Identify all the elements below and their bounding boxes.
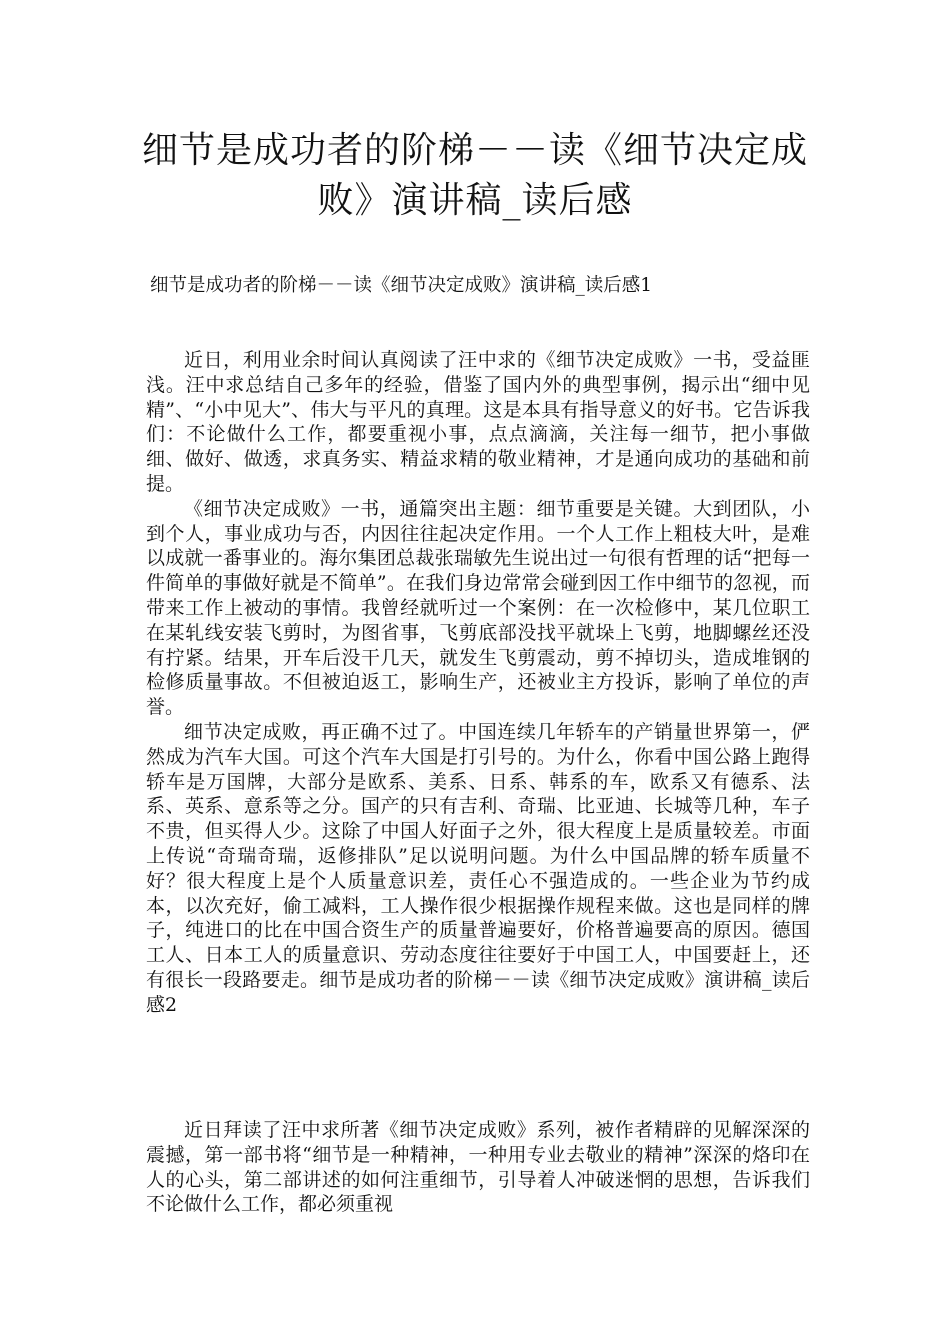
paragraph: 《细节决定成败》一书，通篇突出主题：细节重要是关键。大到团队，小到个人，事业成功与否，内因往往起决定作用。一个人工作上粗枝大叶，是难以成就一番事业的。海尔集团总裁张瑞敏先生说出过一句很有哲理的话“把每一件简单的事做好就是不简单”。在我们身边常常会碰到因工作中细节的忽视，而带来工作上被动的事情。我曾经就听过一个案例：在一次检修中，某几位职工在某轧线安装飞剪时，为图省事，飞剪底部没找平就垛上飞剪，地脚螺丝还没有拧紧。结果，开车后没干几天，就发生飞剪震动，剪不掉切头，造成堆钢的检修质量事故。不但被迫返工，影响生产，还被业主方投诉，影响了单位的声誉。 xyxy=(146,497,810,719)
section-1-body xyxy=(146,348,810,1018)
paragraph: 细节决定成败，再正确不过了。中国连续几年轿车的产销量世界第一，俨然成为汽车大国。可这个汽车大国是打引号的。为什么，你看中国公路上跑得轿车是万国牌，大部分是欧系、美系、日系、韩系的车，欧系又有德系、法系、英系、意系等之分。国产的只有吉利、奇瑞、比亚迪、长城等几种，车子不贵，但买得人少。这除了中国人好面子之外，很大程度上是质量较差。市面上传说“奇瑞奇瑞，返修排队”足以说明问题。为什么中国品牌的轿车质量不好？很大程度上是个人质量意识差，责任心不强造成的。一些企业为节约成本，以次充好，偷工减料，工人操作很少根据操作规程来做。这也是同样的牌子，纯进口的比在中国合资生产的质量普遍要好，价格普遍要高的原因。德国工人、日本工人的质量意识、劳动态度往往要好于中国工人，中国要赶上，还有很长一段路要走。细节是成功者的阶梯－－读《细节决定成败》演讲稿_读后感2 xyxy=(146,720,810,1016)
paragraph: 近日，利用业余时间认真阅读了汪中求的《细节决定成败》一书，受益匪浅。汪中求总结自己多年的经验，借鉴了国内外的典型事例，揭示出“细中见精”、“小中见大”、伟大与平凡的真理。这是本具有指导意义的好书。它告诉我们：不论做什么工作，都要重视小事，点点滴滴，关注每一细节，把小事做细、做好、做透，求真务实、精益求精的敬业精神，才是通向成功的基础和前提。 xyxy=(146,349,810,495)
section-heading: 细节是成功者的阶梯－－读《细节决定成败》演讲稿_读后感1 xyxy=(150,275,653,296)
section-2-body xyxy=(146,1118,810,1217)
paragraph: 近日拜读了汪中求所著《细节决定成败》系列，被作者精辟的见解深深的震撼，第一部书将“细节是一种精神，一种用专业去敬业的精神”深深的烙印在人的心头，第二部讲述的如何注重细节，引导着人冲破迷惘的思想，告诉我们不论做什么工作，都必须重视 xyxy=(146,1119,810,1216)
document-title: 细节是成功者的阶梯－－读《细节决定成败》演讲稿_读后感 xyxy=(141,130,808,221)
